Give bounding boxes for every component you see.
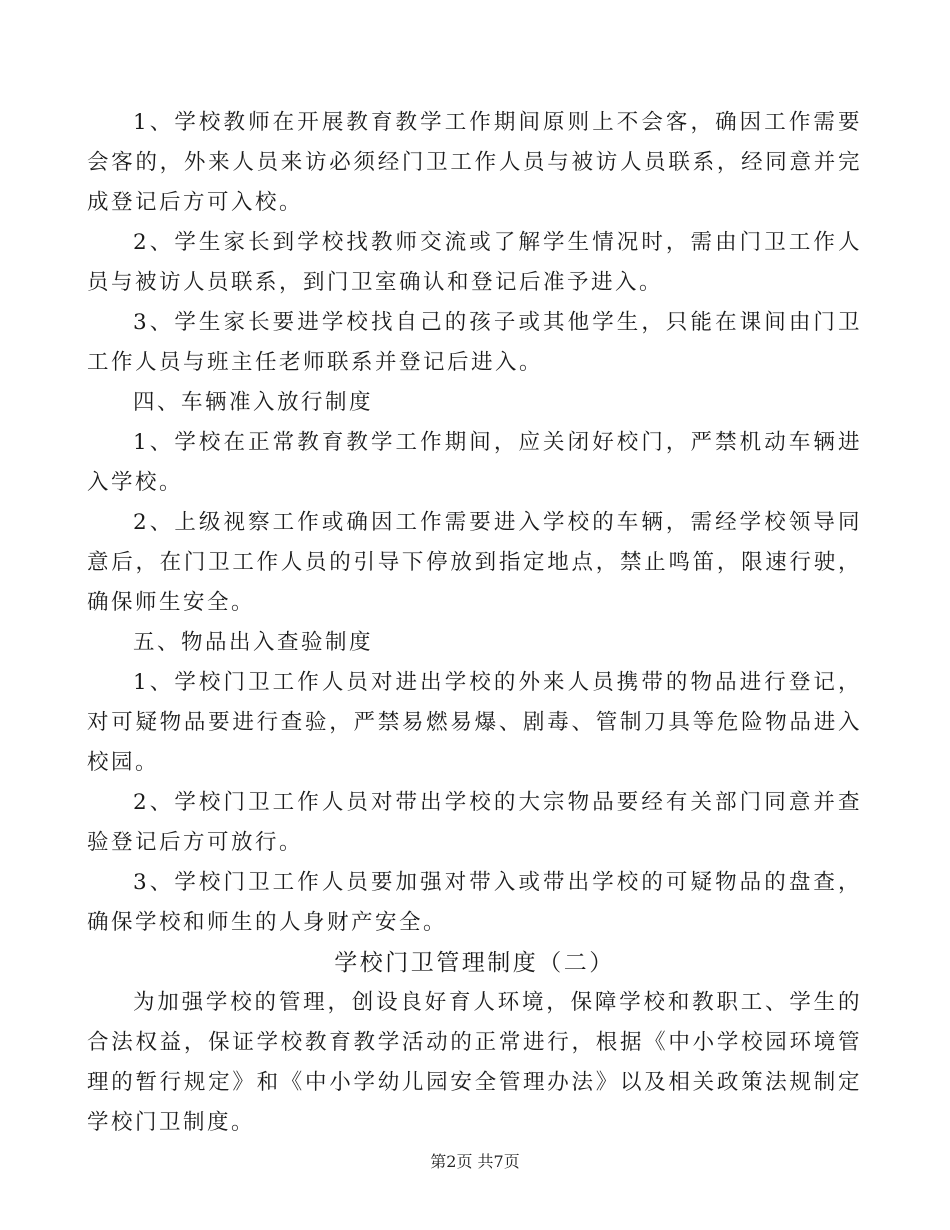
paragraph-parent-student: 3、学生家长要进学校找自己的孩子或其他学生，只能在课间由门卫工作人员与班主任老师联系并登记后进入。 xyxy=(87,310,862,375)
paragraph-item-rule-3: 3、学校门卫工作人员要加强对带入或带出学校的可疑物品的盘查，确保学校和师生的人身财产安全。 xyxy=(87,870,862,935)
paragraph-vehicle-rule-2: 2、上级视察工作或确因工作需要进入学校的车辆，需经学校领导同意后，在门卫工作人员的引导下停放到指定地点，禁止鸣笛，限速行驶，确保师生安全。 xyxy=(87,510,862,615)
paragraph-parent-teacher: 2、学生家长到学校找教师交流或了解学生情况时，需由门卫工作人员与被访人员联系，到门卫室确认和登记后准予进入。 xyxy=(87,230,862,295)
paragraph-item-rule-2: 2、学校门卫工作人员对带出学校的大宗物品要经有关部门同意并查验登记后方可放行。 xyxy=(87,790,862,855)
page-number-footer: 第2页 共7页 xyxy=(430,1152,520,1171)
section-title-vehicles: 四、车辆准入放行制度 xyxy=(133,390,374,415)
paragraph-doc2-intro: 为加强学校的管理，创设良好育人环境，保障学校和教职工、学生的合法权益，保证学校教育教学活动的正常进行，根据《中小学校园环境管理的暂行规定》和《中小学幼儿园安全管理办法》以及相关政策法规制定学校门卫制度。 xyxy=(87,990,862,1135)
paragraph-vehicle-rule-1: 1、学校在正常教育教学工作期间，应关闭好校门，严禁机动车辆进入学校。 xyxy=(87,430,862,495)
document-body xyxy=(87,103,862,1143)
section-title-items: 五、物品出入查验制度 xyxy=(133,630,374,655)
paragraph-visitor-teacher: 1、学校教师在开展教育教学工作期间原则上不会客，确因工作需要会客的，外来人员来访必须经门卫工作人员与被访人员联系，经同意并完成登记后方可入校。 xyxy=(87,110,862,215)
paragraph-item-rule-1: 1、学校门卫工作人员对进出学校的外来人员携带的物品进行登记，对可疑物品要进行查验，严禁易燃易爆、剧毒、管制刀具等危险物品进入校园。 xyxy=(87,670,862,775)
document-title-2: 学校门卫管理制度（二） xyxy=(334,950,615,976)
